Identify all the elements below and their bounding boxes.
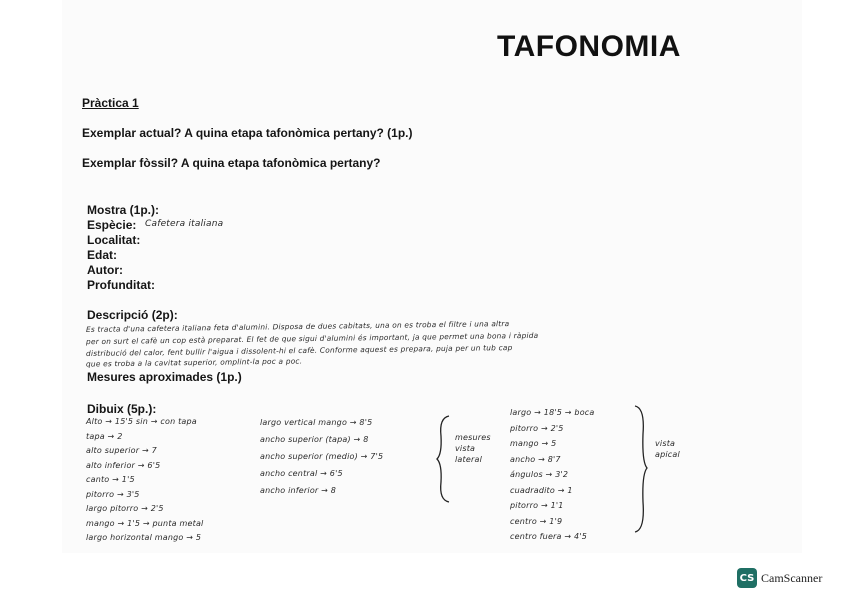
descripcio-line: Es tracta d'una cafetera italiana feta d'alumini. Disposa de dues cabitats, una on es troba el filtre i una altra xyxy=(85,319,510,334)
descripcio-line: que es troba a la cavitat superior, omplint-la poc a poc. xyxy=(85,356,303,369)
camscanner-watermark xyxy=(737,568,822,588)
measurement-item: pitorro → 3'5 xyxy=(86,489,140,499)
measurement-item: Alto → 15'5 sin → con tapa xyxy=(86,417,197,426)
field-profunditat: Profunditat: xyxy=(87,278,155,292)
note-word: apical xyxy=(655,450,680,459)
measurements-column-3 xyxy=(510,405,595,545)
measurement-item: largo vertical mango → 8'5 xyxy=(260,418,373,427)
measurements-column-1 xyxy=(86,415,203,546)
note-word: lateral xyxy=(455,455,482,464)
measurement-item: pitorro → 1'1 xyxy=(510,501,564,510)
dibuix-label: Dibuix (5p.): xyxy=(87,402,157,416)
note-word: vista xyxy=(455,444,476,453)
field-edat: Edat: xyxy=(87,248,117,262)
measurement-item: cuadradito → 1 xyxy=(510,485,573,495)
measurement-item: largo → 18'5 → boca xyxy=(510,408,595,417)
document-title: TAFONOMIA xyxy=(497,30,681,63)
measurement-item: ángulos → 3'2 xyxy=(510,470,569,479)
camscanner-label: CamScanner xyxy=(761,570,823,585)
measurement-item: alto inferior → 6'5 xyxy=(86,460,161,470)
measurement-item: ancho superior (tapa) → 8 xyxy=(260,435,369,444)
camscanner-logo-icon: CS xyxy=(737,568,757,588)
field-especie: Espècie: xyxy=(87,218,137,232)
question-current-specimen: Exemplar actual? A quina etapa tafonòmica pertany? (1p.) xyxy=(82,126,413,140)
measurement-item: mango → 1'5 → punta metal xyxy=(86,518,204,528)
descripcio-line: distribució del calor, fent bullir l'aigua i dissolent-hi el cafè. Conforme aquest es prepara, puja per un tub cap xyxy=(85,343,513,358)
measurement-item: ancho central → 6'5 xyxy=(260,469,343,478)
measurements-column-2 xyxy=(260,414,383,499)
note-vista-apical xyxy=(655,438,680,460)
measurement-item: mango → 5 xyxy=(510,439,557,448)
bracket-apical xyxy=(633,404,649,534)
measurement-item: tapa → 2 xyxy=(86,431,123,441)
measurement-item: alto superior → 7 xyxy=(86,446,157,455)
measurement-item: ancho inferior → 8 xyxy=(260,486,337,495)
measurement-item: centro fuera → 4'5 xyxy=(510,532,588,541)
measurement-item: largo pitorro → 2'5 xyxy=(86,504,164,513)
measurement-item: canto → 1'5 xyxy=(86,475,135,484)
field-localitat: Localitat: xyxy=(87,233,141,247)
field-autor: Autor: xyxy=(87,263,123,277)
note-vista-lateral xyxy=(455,432,491,465)
measurement-item: ancho → 8'7 xyxy=(510,454,561,464)
question-fossil-specimen: Exemplar fòssil? A quina etapa tafonòmica pertany? xyxy=(82,156,381,170)
note-word: vista xyxy=(655,439,676,448)
mesures-label: Mesures aproximades (1p.) xyxy=(87,370,242,384)
descripcio-line: per on surt el cafè un cop està preparat. El fet de que sigui d'alumini és important, ja que permet una bona i ràpida xyxy=(85,330,539,347)
measurement-item: ancho superior (medio) → 7'5 xyxy=(260,452,384,461)
descripcio-label: Descripció (2p): xyxy=(87,308,178,322)
field-mostra: Mostra (1p.): xyxy=(87,203,159,217)
practice-heading: Pràctica 1 xyxy=(82,96,139,110)
measurement-item: pitorro → 2'5 xyxy=(510,423,564,433)
note-word: mesures xyxy=(455,433,491,442)
field-especie-value: Cafetera italiana xyxy=(145,219,224,229)
measurement-item: largo horizontal mango → 5 xyxy=(86,533,202,542)
bracket-lateral xyxy=(435,414,453,504)
measurement-item: centro → 1'9 xyxy=(510,516,563,526)
